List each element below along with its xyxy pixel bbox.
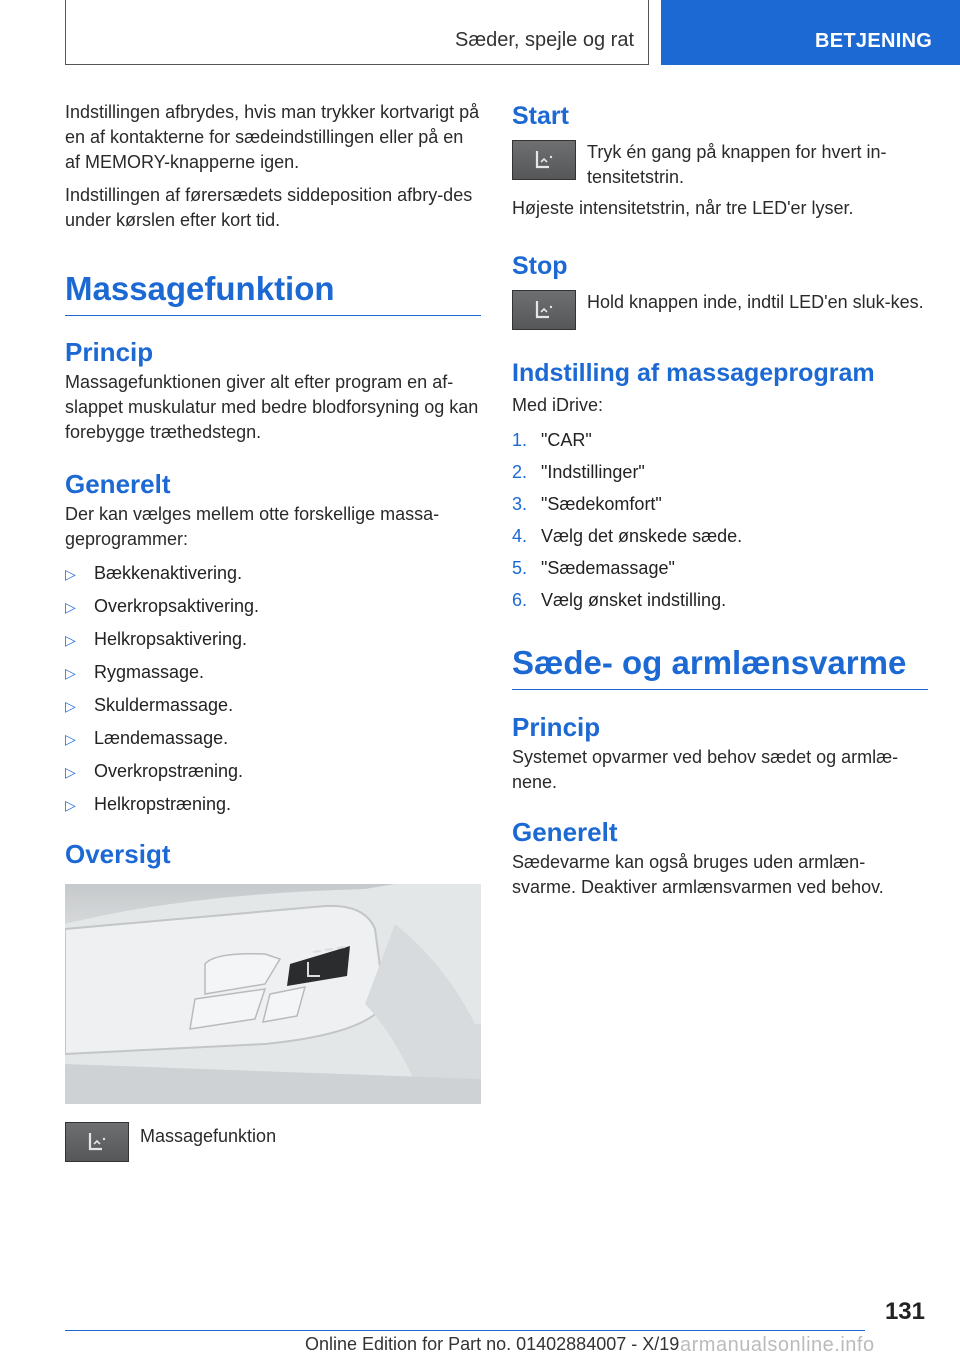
footer-divider [65,1330,865,1331]
page-number: 131 [884,1298,925,1325]
heading-massageprogram: Indstilling af massageprogram [512,359,875,387]
list-item: 3. "Sædekomfort" [512,494,662,514]
triangle-bullet-icon: ▷ [65,599,76,615]
massage-seat-icon [65,1122,129,1162]
list-item: ▷ Skuldermassage. [65,693,481,719]
list-item: ▷ Rygmassage. [65,660,481,686]
heading-generelt: Generelt [512,817,618,847]
list-item: 6. Vælg ønsket indstilling. [512,590,727,610]
heading-start: Start [512,102,569,130]
chapter-title: BETJENING [815,30,933,52]
start-note: Højeste intensitetstrin, når tre LED'er lyser. [512,198,854,218]
section-title: Sæder, spejle og rat [455,29,634,51]
heading-massagefunktion: Massagefunktion [65,269,481,316]
icon-caption-row [65,1122,481,1162]
edition-text: Online Edition for Part no. 01402884007 - X/19 [305,1334,680,1354]
stop-text: Hold knappen inde, indtil LED'en sluk-kes. [587,292,924,312]
heading-princip: Princip [512,712,601,742]
heading-princip: Princip [65,337,154,367]
heading-stop: Stop [512,252,568,280]
start-row [512,140,928,190]
stop-row [512,290,928,330]
list-item: ▷ Lændemassage. [65,726,481,752]
seat-control-photo [65,884,481,1104]
triangle-bullet-icon: ▷ [65,632,76,648]
steps-list [512,428,928,613]
triangle-bullet-icon: ▷ [65,566,76,582]
massage-seat-icon [512,290,576,330]
princip-text: Massagefunktionen giver alt efter program en af-slappet muskulatur med bedre blodforsyning og kan forebygge træthedstegn. [65,372,479,442]
header-section-box [65,0,649,65]
triangle-bullet-icon: ▷ [65,698,76,714]
triangle-bullet-icon: ▷ [65,731,76,747]
triangle-bullet-icon: ▷ [65,764,76,780]
heading-oversigt: Oversigt [65,839,171,869]
list-item: ▷ Overkropsaktivering. [65,594,481,620]
left-column [65,100,481,1162]
list-item: 4. Vælg det ønskede sæde. [512,526,743,546]
icon-caption: Massagefunktion [140,1126,277,1146]
list-item: ▷ Helkropsaktivering. [65,627,481,653]
right-column [512,100,928,900]
list-item: ▷ Bækkenaktivering. [65,561,481,587]
generelt-text: Der kan vælges mellem otte forskellige massa-geprogrammer: [65,504,440,549]
heading-saede-armlaensvarme: Sæde- og armlænsvarme [512,643,928,690]
program-intro: Med iDrive: [512,395,604,415]
heading-generelt: Generelt [65,469,171,499]
generelt-text: Sædevarme kan også bruges uden armlæn-svarme. Deaktiver armlænsvarmen ved behov. [512,852,884,897]
list-item: 1. "CAR" [512,430,592,450]
list-item: 2. "Indstillinger" [512,462,645,482]
princip-text: Systemet opvarmer ved behov sædet og armlæ-nene. [512,747,899,792]
watermark: armanualsonline.info [680,1334,875,1356]
triangle-bullet-icon: ▷ [65,797,76,813]
start-text: Tryk én gang på knappen for hvert in-tensitetstrin. [587,142,887,187]
header-chapter-box [661,0,960,65]
triangle-bullet-icon: ▷ [65,665,76,681]
list-item: ▷ Helkropstræning. [65,792,481,818]
intro-paragraph-2: Indstillingen af førersædets siddeposition afbry-des under kørslen efter kort tid. [65,185,473,230]
massage-seat-icon [512,140,576,180]
program-list [65,561,481,818]
intro-paragraph-1: Indstillingen afbrydes, hvis man trykker kortvarigt på en af kontakterne for sædeindstillingen eller på en af MEMORY-knapperne igen. [65,102,480,172]
list-item: 5. "Sædemassage" [512,558,675,578]
list-item: ▷ Overkropstræning. [65,759,481,785]
